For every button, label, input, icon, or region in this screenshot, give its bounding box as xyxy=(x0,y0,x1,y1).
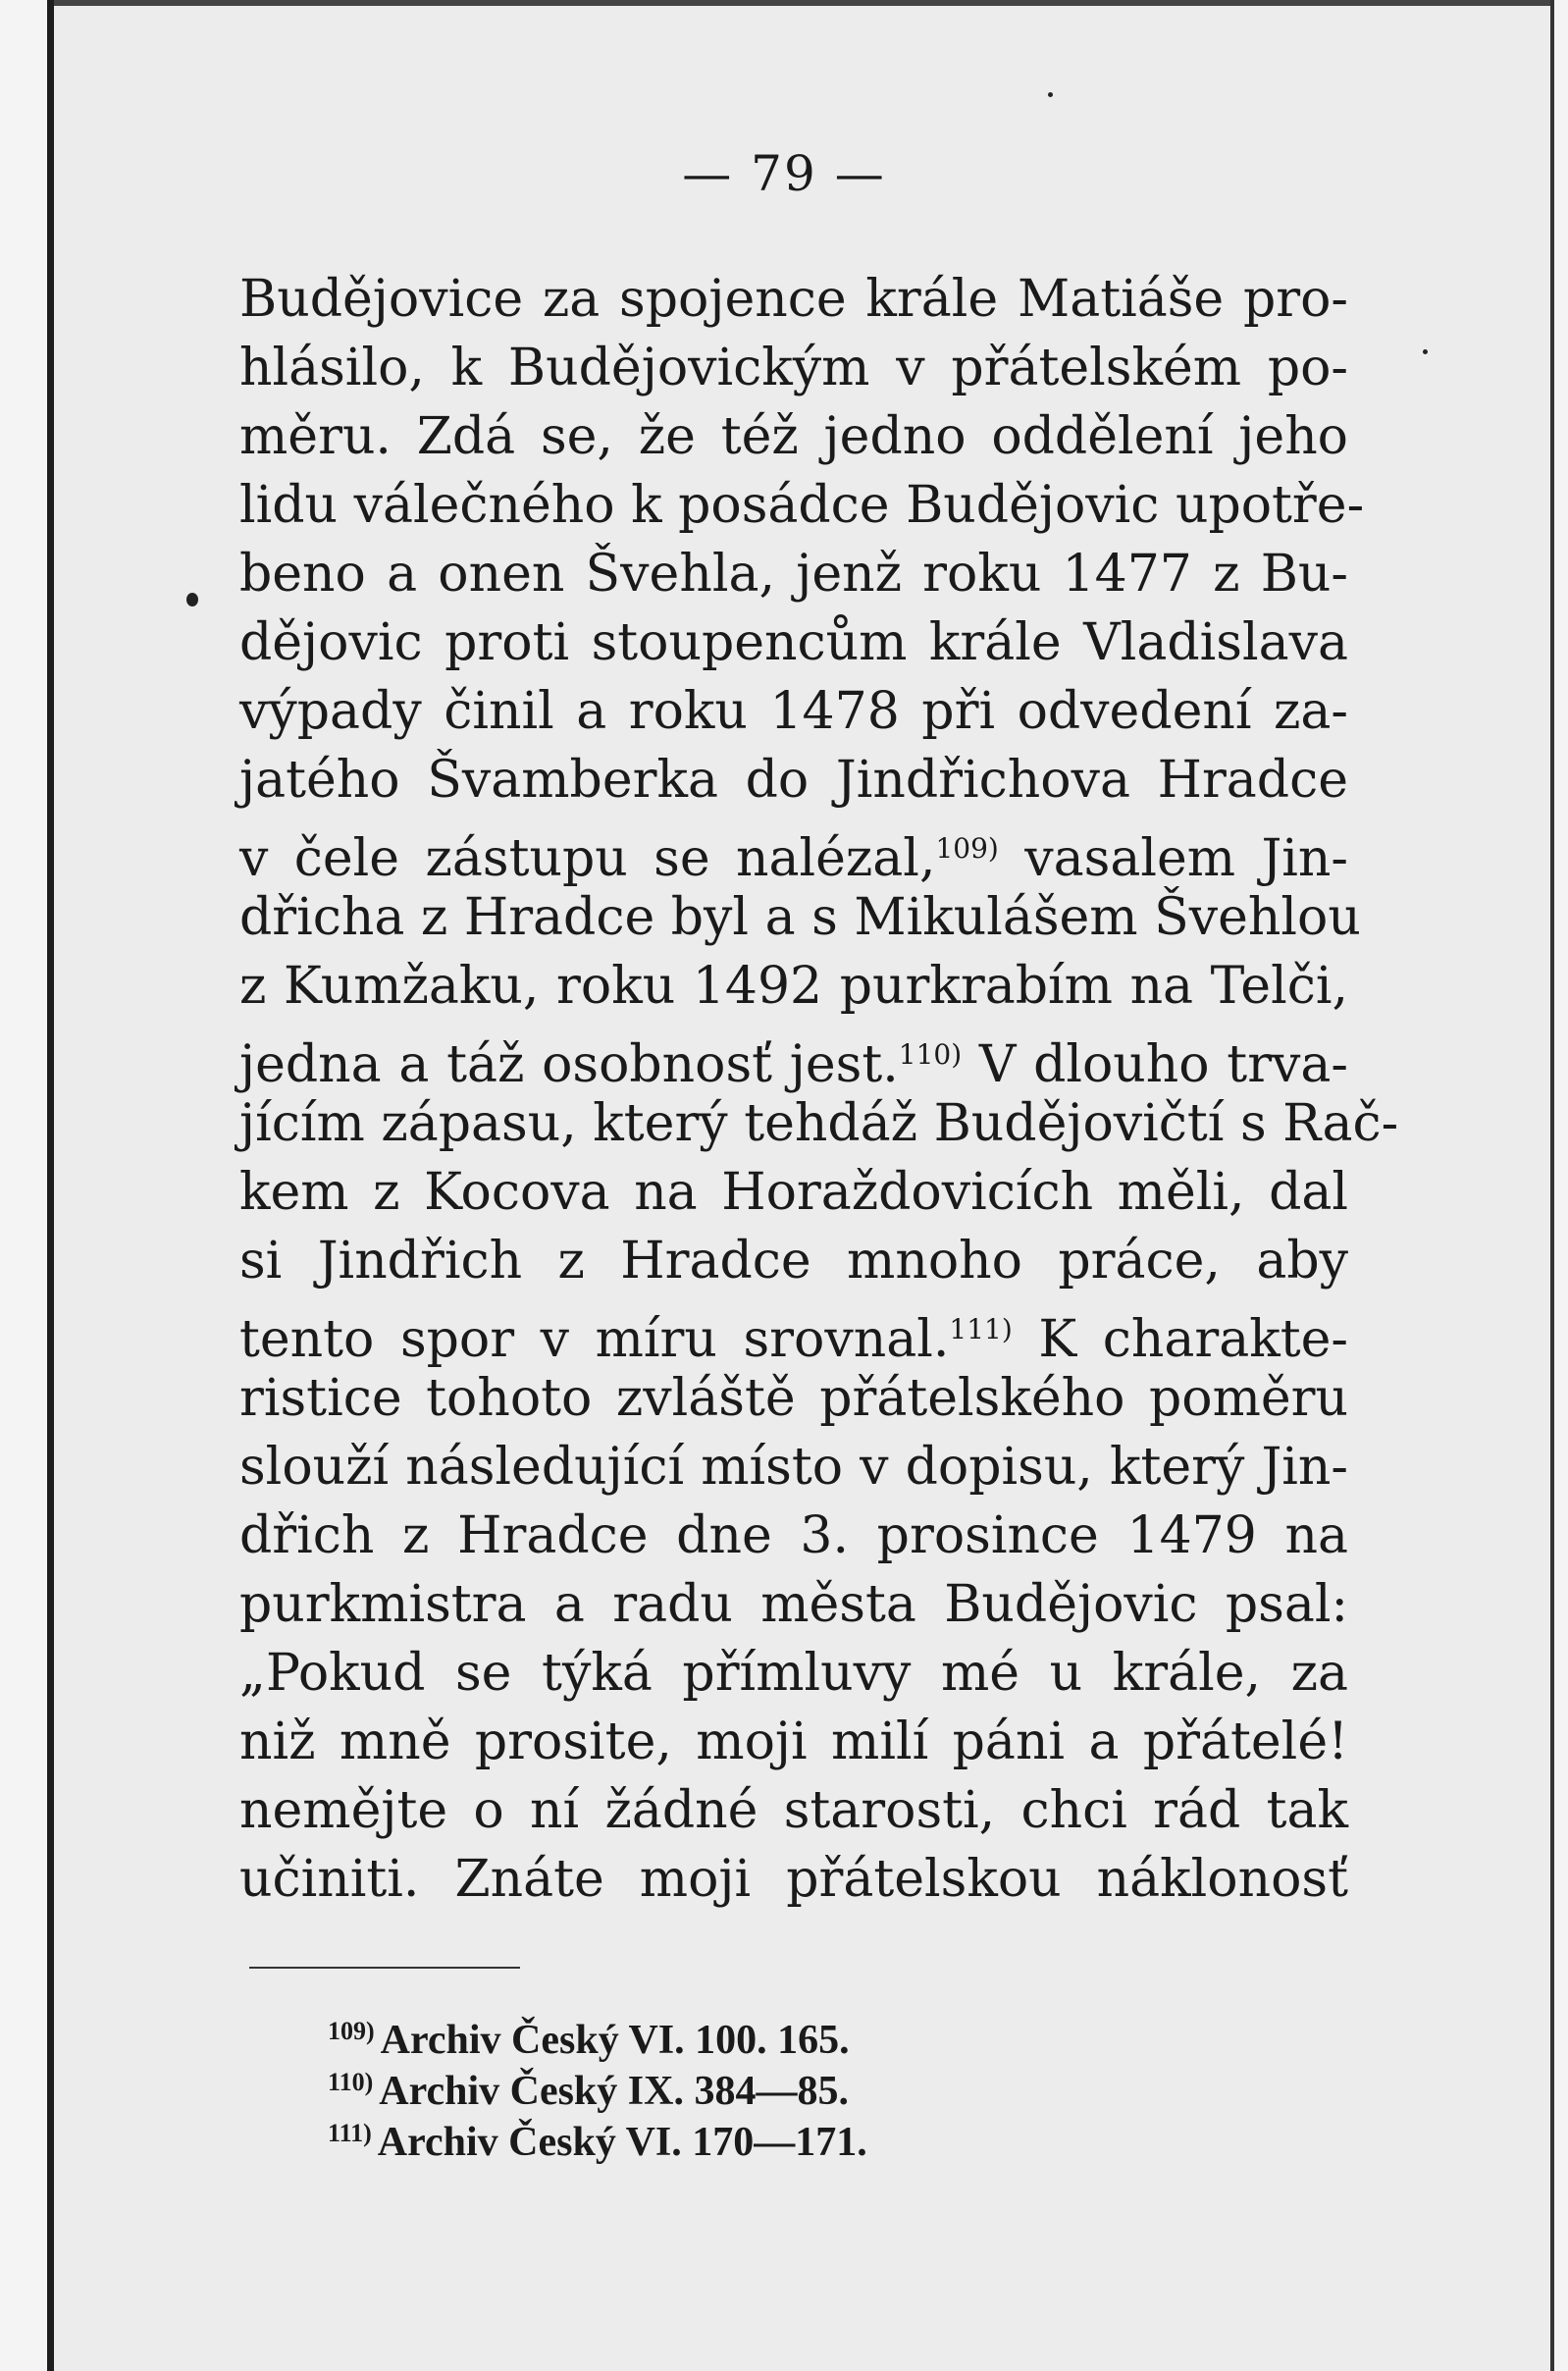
footnote-ref: 109) xyxy=(935,832,999,865)
footnote-text: Archiv Český VI. 100. 165. xyxy=(380,2018,850,2063)
text-line: z Kumžaku, roku 1492 purkrabím na Telči, xyxy=(239,957,1348,1016)
text-line xyxy=(239,1021,1348,1094)
text-segment: K charakte- xyxy=(1038,1310,1348,1369)
text-segment: tento spor v míru srovnal. xyxy=(239,1310,950,1369)
text-line: měru. Zdá se, že též jedno oddělení jeho xyxy=(239,407,1348,466)
text-line: ristice tohoto zvláště přátelského poměru xyxy=(239,1369,1348,1428)
text-line: nemějte o ní žádné starosti, chci rád tak xyxy=(239,1781,1348,1840)
scan-speck xyxy=(1423,349,1428,354)
footnote-mark: 109) xyxy=(328,2017,375,2045)
text-line: jícím zápasu, který tehdáž Budějovičtí s Rač- xyxy=(239,1094,1399,1153)
page-number: — 79 — xyxy=(682,145,886,202)
text-segment: jedna a táž osobnosť jest. xyxy=(239,1035,899,1094)
text-line: učiniti. Znáte moji přátelskou náklonosť xyxy=(239,1850,1348,1909)
text-line: purkmistra a radu města Budějovic psal: xyxy=(239,1575,1348,1634)
footnote-mark: 111) xyxy=(328,2119,372,2147)
text-line: si Jindřich z Hradce mnoho práce, aby xyxy=(239,1232,1348,1291)
page-right-edge xyxy=(1550,0,1568,2371)
text-segment: vasalem Jin- xyxy=(1024,829,1348,888)
page-binding-edge xyxy=(0,0,54,2371)
text-line: výpady činil a roku 1478 při odvedení za- xyxy=(239,682,1348,741)
body-text xyxy=(239,265,1399,1914)
text-line: kem z Kocova na Horaždovicích měli, dal xyxy=(239,1163,1348,1222)
footnote-separator xyxy=(249,1967,520,1969)
footnote xyxy=(328,2057,1211,2114)
text-line: slouží následující místo v dopisu, který Jin- xyxy=(239,1438,1348,1497)
footnote xyxy=(328,2108,1211,2165)
text-line: dřicha z Hradce byl a s Mikulášem Švehlou xyxy=(239,888,1361,947)
text-line xyxy=(239,815,1348,888)
footnote xyxy=(328,2006,1211,2063)
text-line: dějovic proti stoupencům krále Vladislava xyxy=(239,613,1348,672)
text-line: beno a onen Švehla, jenž roku 1477 z Bu- xyxy=(239,545,1348,604)
footnote-text: Archiv Český IX. 384—85. xyxy=(379,2069,849,2114)
text-line: „Pokud se týká přímluvy mé u krále, za xyxy=(239,1644,1348,1703)
footnote-mark: 110) xyxy=(328,2068,374,2096)
text-line xyxy=(239,1295,1348,1369)
text-line: dřich z Hradce dne 3. prosince 1479 na xyxy=(239,1506,1348,1565)
scan-speck xyxy=(1048,92,1053,97)
text-line: lidu válečného k posádce Budějovic upotře- xyxy=(239,476,1365,535)
text-line: Budějovice za spojence krále Matiáše pro- xyxy=(239,270,1348,329)
text-line: niž mně prosite, moji milí páni a přátelé! xyxy=(239,1712,1348,1771)
footnote-text: Archiv Český VI. 170—171. xyxy=(377,2120,867,2165)
page-top-edge xyxy=(0,0,1568,6)
text-segment: V dlouho trva- xyxy=(978,1035,1348,1094)
text-line: jatého Švamberka do Jindřichova Hradce xyxy=(239,751,1348,810)
text-segment: v čele zástupu se nalézal, xyxy=(239,829,936,888)
scan-speck xyxy=(186,593,198,606)
footnotes xyxy=(328,2006,1211,2165)
footnote-ref: 111) xyxy=(949,1313,1013,1345)
text-line: hlásilo, k Budějovickým v přátelském po- xyxy=(239,339,1348,397)
footnote-ref: 110) xyxy=(898,1038,963,1071)
